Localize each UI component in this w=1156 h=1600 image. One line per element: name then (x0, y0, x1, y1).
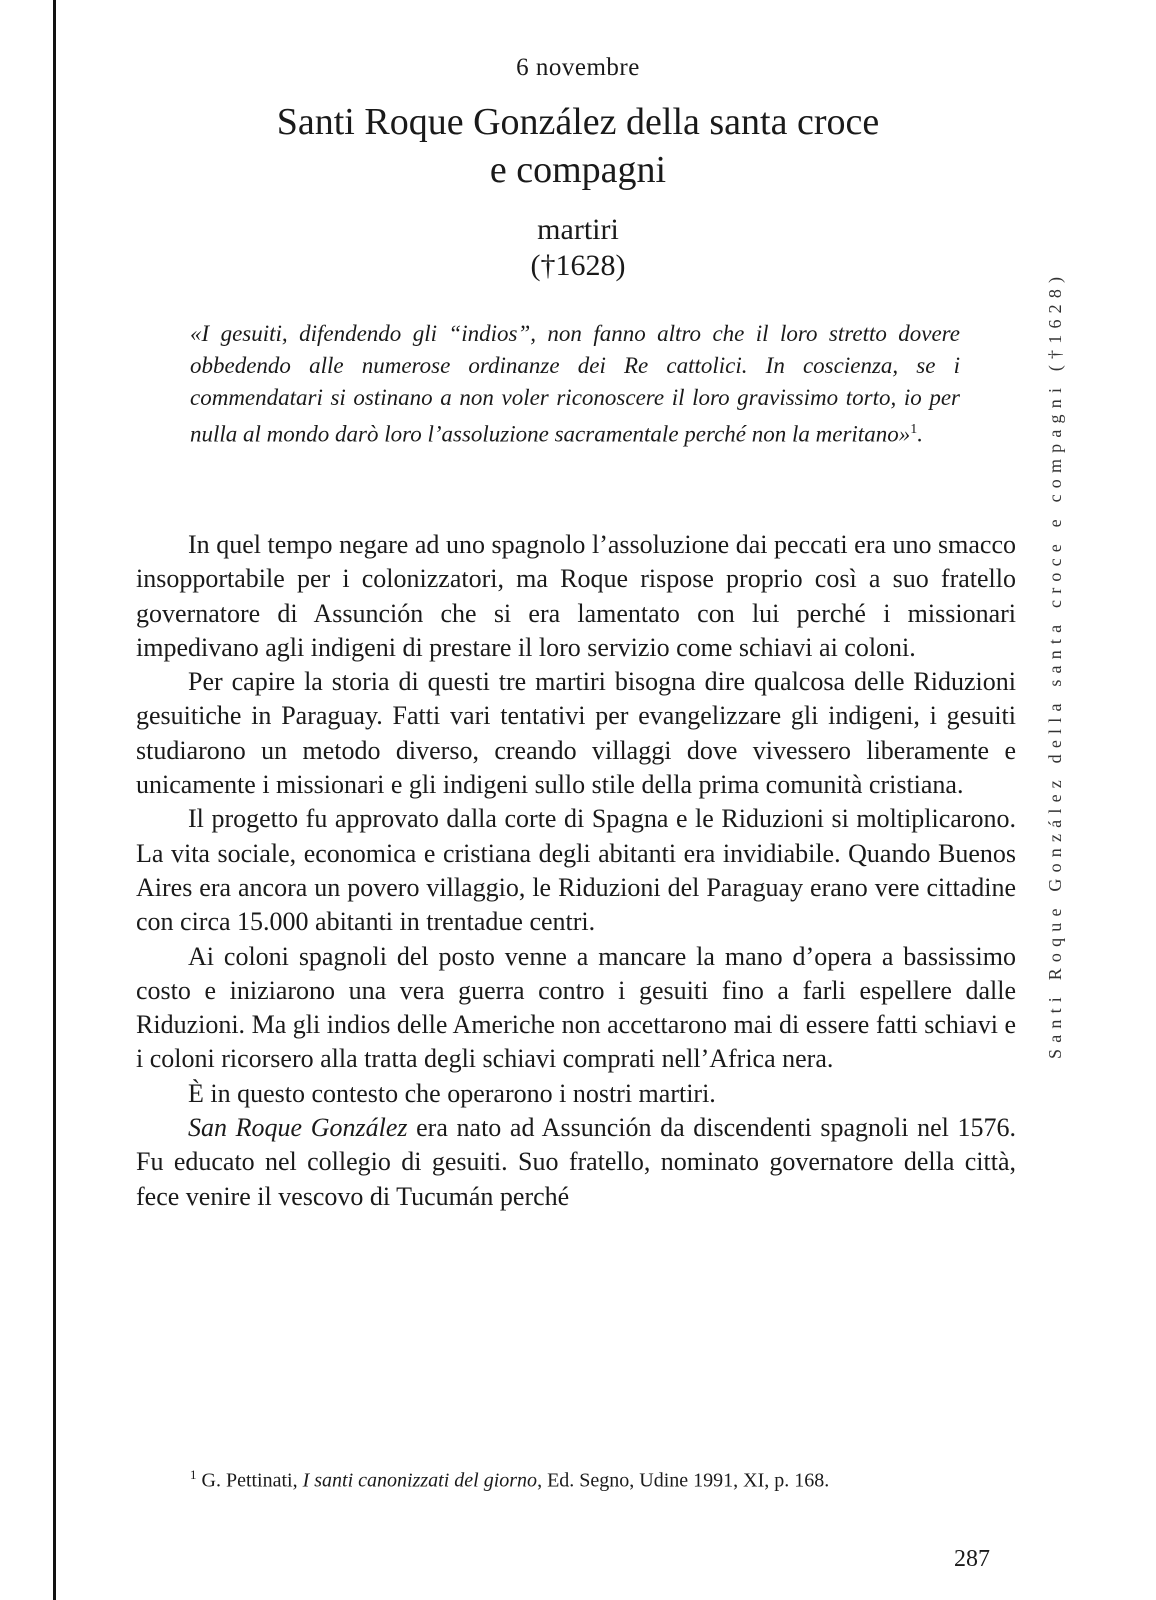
paragraph-1: In quel tempo negare ad uno spagnolo l’assoluzione dai peccati era uno smacco insopportabile per i colonizzatori, ma Roque rispose proprio così a suo fratello governatore di Assunción che si era lamentato con lui perché i missionari impedivano agli indigeni di prestare il loro servizio come schiavi ai coloni. (136, 530, 1016, 662)
running-head-vertical: Santi Roque González della santa croce e compagni (†1628) (1045, 270, 1065, 1059)
title-line-1: Santi Roque González della santa croce (276, 101, 880, 143)
subtitle (0, 212, 1156, 284)
paragraph-4: Ai coloni spagnoli del posto venne a mancare la mano d’opera a bassissimo costo e iniziarono una vera guerra contro i gesuiti fino a farli espellere dalle Riduzioni. Ma gli indios delle Americhe non accettarono mai di essere fatti schiavi e i coloni ricorsero alla tratta degli schiavi comprati nell’Africa nera. (136, 941, 1016, 1074)
footnote-rest: , Ed. Segno, Udine 1991, XI, p. 168. (537, 1469, 830, 1492)
subtitle-dates: (†1628) (530, 249, 626, 282)
footnote-author: G. Pettinati, (196, 1469, 303, 1492)
quote-text: «I gesuiti, difendendo gli “indios”, non fanno altro che il loro stretto dovere obbedendo alle numerose ordinanze dei Re cattolici. In coscienza, se i commendatari si ostinano a non voler riconoscere il loro gravissimo torto, io per nulla al mondo darò loro l’assoluzione sacramentale perché non la meritano» (190, 321, 960, 447)
footnote (190, 1462, 1020, 1494)
subtitle-martiri: martiri (537, 213, 619, 246)
paragraph-3: Il progetto fu approvato dalla corte di Spagna e le Riduzioni si moltiplicarono. La vita sociale, economica e cristiana degli abitanti era invidiabile. Quando Buenos Aires era ancora un povero villaggio, le Riduzioni del Paraguay erano vere cittadine con circa 15.000 abitanti in trentadue centri. (136, 804, 1016, 937)
quote-end: . (917, 421, 923, 447)
footnote-number: 1 (190, 1467, 197, 1482)
epigraph-quote (190, 318, 960, 451)
feast-date: 6 novembre (516, 54, 640, 81)
title-line-2: e compagni (489, 149, 667, 191)
paragraph-2: Per capire la storia di questi tre martiri bisogna dire qualcosa delle Riduzioni gesuitiche in Paraguay. Fatti vari tentativi per evangelizzare gli indigeni, i gesuiti studiarono un metodo diverso, creando villaggi dove vivessero liberamente e unicamente i missionari e gli indigeni sullo stile della prima comunità cristiana. (136, 667, 1016, 800)
quote-footnote-ref: 1 (910, 422, 918, 437)
paragraph-5: È in questo contesto che operarono i nostri martiri. (188, 1078, 716, 1108)
page-title (0, 98, 1156, 194)
paragraph-6-text: era nato ad Assunción da discendenti spagnoli nel 1576. Fu educato nel collegio di gesuiti. Suo fratello, nominato governatore della città, fece venire il vescovo di Tucumán perché (136, 1113, 1017, 1211)
page-number: 287 (954, 1546, 990, 1572)
saint-name: San Roque González (188, 1113, 408, 1143)
paragraph-6 (136, 1111, 1016, 1214)
body-text (136, 528, 1016, 1214)
footnote-book-title: I santi canonizzati del giorno (302, 1469, 538, 1492)
